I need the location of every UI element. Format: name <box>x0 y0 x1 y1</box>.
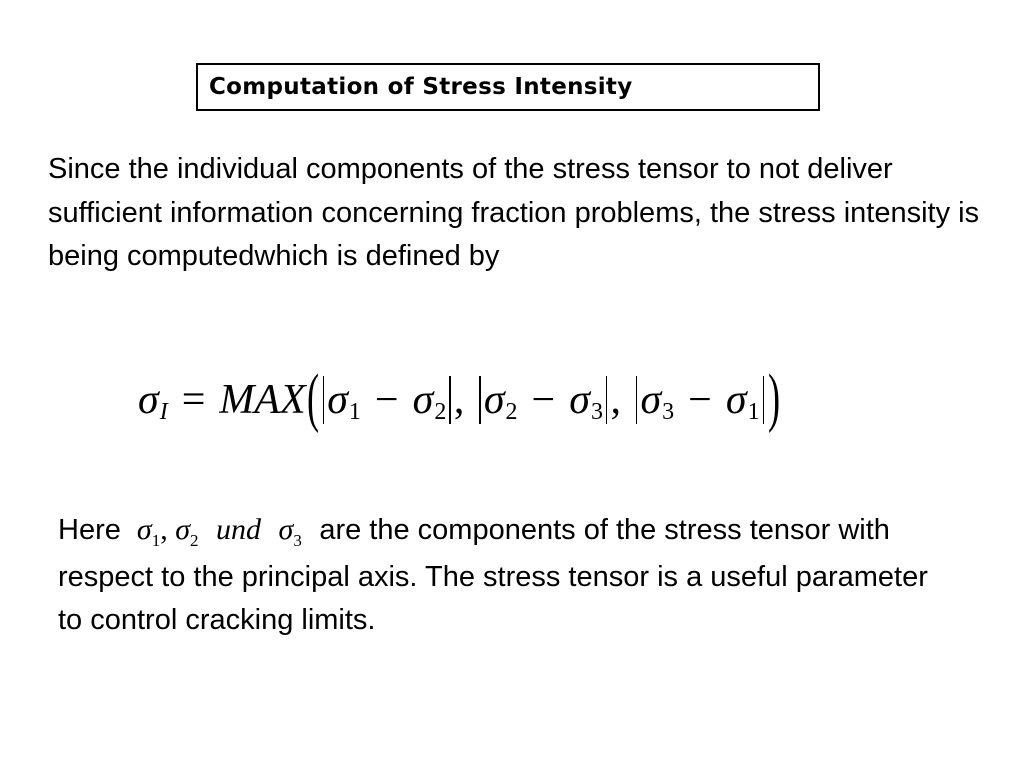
term3-b-sub: 1 <box>747 398 760 425</box>
term1-minus: − <box>374 377 399 423</box>
note-sigma2: σ <box>175 513 191 546</box>
abs-bar <box>323 376 325 424</box>
term2-minus: − <box>531 377 556 423</box>
term1-a-sub: 1 <box>348 398 361 425</box>
formula-lhs-subscript: I <box>159 398 168 425</box>
term1-b: σ <box>412 377 434 423</box>
abs-bar <box>449 376 451 424</box>
term2-a-sub: 2 <box>505 398 518 425</box>
abs-bar <box>606 376 608 424</box>
note-lead: Here <box>58 514 121 546</box>
note-sigma3: σ <box>278 513 294 546</box>
formula-max: MAX <box>219 377 306 423</box>
abs-bar <box>479 376 481 424</box>
note-inline-math <box>136 513 309 550</box>
note-separator: , <box>160 513 168 546</box>
formula-equals: = <box>181 377 206 423</box>
term3-minus: − <box>688 377 712 423</box>
formula-lhs-sigma: σ <box>138 377 159 423</box>
term2-a: σ <box>483 377 505 423</box>
term3-a-sub: 3 <box>662 398 675 425</box>
intro-paragraph: Since the individual components of the stress tensor to not deliver sufficient information concerning fraction problems, the stress intensity is being computedwhich is defined by <box>48 153 980 272</box>
note-sigma1: σ <box>136 513 152 546</box>
note-sigma2-sub: 2 <box>190 531 199 550</box>
note-rest: are the components of the stress tensor with respect to the principal axis. The stress tensor is a useful parameter to control cracking limits. <box>58 514 928 636</box>
title-box <box>196 63 820 111</box>
abs-bar <box>763 376 765 424</box>
term2-b: σ <box>569 377 590 423</box>
term1-b-sub: 2 <box>434 398 447 425</box>
note-sigma1-sub: 1 <box>151 531 161 550</box>
term3-b: σ <box>725 377 747 423</box>
note-sigma3-sub: 3 <box>293 531 302 550</box>
slide-title: Computation of Stress Intensity <box>209 74 633 100</box>
formula-close-paren: ) <box>768 361 781 434</box>
note-paragraph <box>58 508 958 643</box>
note-conjunction: und <box>216 513 262 546</box>
term2-b-sub: 3 <box>590 398 603 425</box>
formula-open-paren: ( <box>306 361 319 434</box>
term1-a: σ <box>327 377 348 423</box>
formula-comma: , <box>453 377 465 423</box>
abs-bar <box>636 376 638 424</box>
term3-a: σ <box>640 377 662 423</box>
stress-intensity-formula <box>138 360 781 440</box>
formula-comma: , <box>610 377 621 423</box>
